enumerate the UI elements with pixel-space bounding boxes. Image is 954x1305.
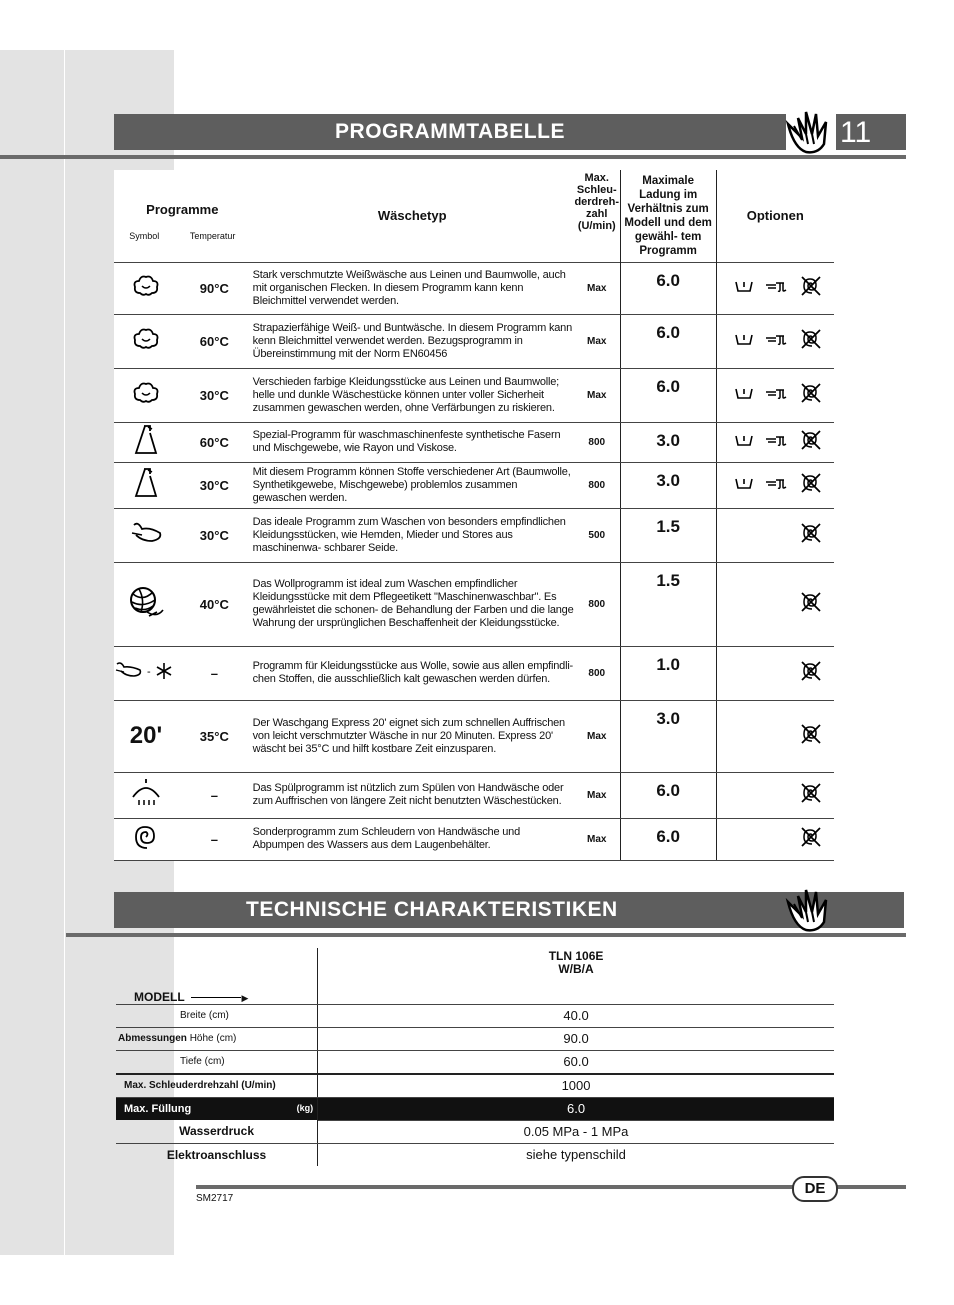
section-title-technische: TECHNISCHE CHARAKTERISTIKEN	[114, 892, 904, 928]
hand-icon	[784, 882, 834, 934]
options-cell	[716, 818, 834, 860]
spin-speed: Max	[574, 262, 620, 314]
cotton-icon	[131, 286, 161, 303]
temperature: 60°C	[178, 314, 251, 368]
no-spin-icon	[800, 328, 822, 355]
options-cell	[716, 368, 834, 422]
temperature: –	[178, 772, 251, 818]
temperature: 90°C	[178, 262, 251, 314]
no-spin-icon	[800, 275, 822, 297]
symbol-cell	[114, 422, 178, 462]
width-value: 40.0	[318, 1004, 834, 1027]
no-spin-icon	[800, 826, 822, 853]
program-row	[114, 422, 834, 462]
express-20-icon: 20'	[129, 722, 163, 749]
prewash-icon	[734, 476, 754, 495]
tech-table	[116, 948, 834, 1166]
power-value: siehe typenschild	[526, 1147, 626, 1162]
width-label: Breite (cm)	[180, 1010, 229, 1021]
options-group	[717, 275, 834, 302]
stain-icon	[764, 386, 790, 400]
program-description: Verschieden farbige Kleidungsstücke aus Leinen und Baumwolle; helle und dunkle Wäschestücke können unter voller Sicherheit zusammen gewaschen werden, ohne Verfärbungen zu riskieren.	[251, 368, 574, 422]
model-name	[318, 948, 834, 1004]
col-options: Optionen	[746, 208, 804, 224]
options-cell	[716, 462, 834, 508]
col-programme	[114, 170, 251, 262]
max-load: 1.0	[620, 646, 716, 700]
options-group	[717, 660, 834, 687]
program-description: Das Wollprogramm ist ideal zum Waschen empfindlicher Kleidungsstücke mit dem Pflegeetikett "Maschinenwaschbar". Es gewährleistet die schonen- de Behandlung der Farben und die lange Wahrung der ursprünglichen Beschaffenheit der Kleidungsstücke.	[251, 562, 574, 646]
synthetic-icon	[132, 487, 160, 504]
no-spin-icon	[800, 723, 822, 750]
options-cell	[716, 700, 834, 772]
program-row	[114, 562, 834, 646]
options-group	[717, 591, 834, 618]
no-spin-icon	[800, 429, 822, 456]
spin-speed: 500	[574, 508, 620, 562]
no-spin-icon	[800, 723, 822, 745]
program-row	[114, 462, 834, 508]
program-table	[114, 170, 834, 861]
document-code: SM2717	[196, 1193, 234, 1204]
options-cell	[716, 314, 834, 368]
program-description: Das ideale Programm zum Waschen von besonders empfindlichen Kleidungsstücken, wie Hemden, Mieder und Stores aus maschinenwa- schbarer Seide.	[251, 508, 574, 562]
program-description: Der Waschgang Express 20' eignet sich zum schnellen Auffrischen von leicht verschmutzter Wäsche in nur 20 Minuten. Express 20' wäscht bei 35°C und hilft kostbare Zeit einzusparen.	[251, 700, 574, 772]
no-spin-icon	[800, 275, 822, 302]
options-cell	[716, 262, 834, 314]
max-load: 6.0	[620, 368, 716, 422]
options-cell	[716, 508, 834, 562]
page-number: 11	[836, 114, 906, 150]
program-row	[114, 508, 834, 562]
spin-label: Max. Schleuderdrehzahl (U/min)	[116, 1074, 318, 1098]
section-title-programmtabelle: PROGRAMMTABELLE	[114, 114, 786, 150]
no-spin-icon	[800, 328, 822, 350]
stain-icon	[764, 386, 790, 405]
temperature: 30°C	[178, 508, 251, 562]
options-cell	[716, 646, 834, 700]
col-spin: Max. Schleu- derdreh- zahl (U/min)	[574, 170, 620, 262]
prewash-icon	[734, 433, 754, 452]
spin-icon	[131, 839, 161, 856]
col-symbol-label: Symbol	[129, 231, 160, 242]
symbol-cell	[114, 508, 178, 562]
fill-value: 6.0	[318, 1097, 834, 1120]
no-spin-icon	[800, 472, 822, 499]
hand-icon	[784, 104, 834, 156]
max-load: 3.0	[620, 462, 716, 508]
spin-speed: Max	[574, 314, 620, 368]
spin-value: 1000	[318, 1074, 834, 1098]
options-cell	[716, 562, 834, 646]
temperature: 30°C	[178, 462, 251, 508]
cotton-icon	[131, 393, 161, 410]
stain-icon	[764, 279, 790, 298]
pressure-label: Wasserdruck	[116, 1120, 318, 1143]
program-row	[114, 700, 834, 772]
max-load: 6.0	[620, 818, 716, 860]
symbol-cell	[114, 462, 178, 508]
no-spin-icon	[800, 591, 822, 613]
no-spin-icon	[800, 382, 822, 404]
no-spin-icon	[800, 660, 822, 687]
no-spin-icon	[800, 472, 822, 494]
options-group	[717, 782, 834, 809]
prewash-icon	[734, 279, 754, 293]
depth-label: Tiefe (cm)	[180, 1056, 225, 1067]
program-row	[114, 262, 834, 314]
no-spin-icon	[800, 782, 822, 804]
options-group	[717, 382, 834, 409]
options-group	[717, 472, 834, 499]
spin-speed: Max	[574, 772, 620, 818]
fill-unit: (kg)	[296, 1102, 314, 1113]
arrow-icon	[191, 997, 241, 998]
symbol-cell	[114, 818, 178, 860]
symbol-cell	[114, 646, 178, 700]
program-row	[114, 368, 834, 422]
cotton-icon	[131, 339, 161, 356]
options-group	[717, 328, 834, 355]
temperature: 35°C	[178, 700, 251, 772]
temperature: 40°C	[178, 562, 251, 646]
synthetic-icon	[132, 444, 160, 461]
stain-icon	[764, 476, 790, 490]
max-load: 3.0	[620, 422, 716, 462]
delicate-icon	[128, 534, 164, 551]
spin-speed: Max	[574, 368, 620, 422]
program-row	[114, 646, 834, 700]
options-group	[717, 723, 834, 750]
rinse-icon	[129, 794, 163, 811]
stain-icon	[764, 279, 790, 293]
temperature: 60°C	[178, 422, 251, 462]
prewash-icon	[734, 332, 754, 351]
dimensions-label: Abmessungen	[118, 1033, 187, 1044]
col-load: Maximale Ladung im Verhältnis zum Modell und dem gewähl- tem Programm	[620, 170, 716, 262]
stain-icon	[764, 332, 790, 351]
max-load: 6.0	[620, 772, 716, 818]
program-description: Sonderprogramm zum Schleudern von Handwäsche und Abpumpen des Wassers aus dem Laugenbehälter.	[251, 818, 574, 860]
model-label-cell: MODELL ▶	[116, 948, 318, 1004]
height-value: 90.0	[318, 1027, 834, 1050]
header-rule	[0, 155, 906, 159]
no-spin-icon	[800, 522, 822, 544]
options-group	[717, 429, 834, 456]
max-load: 6.0	[620, 314, 716, 368]
no-spin-icon	[800, 782, 822, 809]
dim-label-cell	[116, 1004, 318, 1027]
no-spin-icon	[800, 591, 822, 618]
wool-icon	[127, 609, 165, 626]
prewash-icon	[734, 279, 754, 298]
spin-speed: 800	[574, 646, 620, 700]
program-description: Programm für Kleidungsstücke aus Wolle, sowie aus allen empfindli- chen Stoffen, die ausschließlich kalt gewaschen werden dürfen.	[251, 646, 574, 700]
prewash-icon	[734, 332, 754, 346]
symbol-cell	[114, 772, 178, 818]
options-cell	[716, 772, 834, 818]
pressure-value: 0.05 MPa - 1 MPa	[318, 1120, 834, 1143]
symbol-cell	[114, 700, 178, 772]
temperature: 30°C	[178, 368, 251, 422]
cold-wash-icon	[114, 665, 178, 686]
svg-text:-: -	[147, 665, 151, 678]
dim-label-cell	[116, 1027, 318, 1050]
spin-speed: 800	[574, 422, 620, 462]
temperature: –	[178, 818, 251, 860]
no-spin-icon	[800, 522, 822, 549]
program-description: Stark verschmutzte Weißwäsche aus Leinen und Baumwolle, auch mit organischen Flecken. In diesem Programm kann kenn Bleichmittel verwendet werden.	[251, 262, 574, 314]
max-load: 1.5	[620, 508, 716, 562]
stain-icon	[764, 433, 790, 447]
sidebar-divider	[64, 50, 65, 1255]
options-group	[717, 826, 834, 853]
col-programme-label: Programme	[146, 202, 219, 218]
no-spin-icon	[800, 660, 822, 682]
options-group	[717, 522, 834, 549]
max-load: 1.5	[620, 562, 716, 646]
spin-speed: Max	[574, 700, 620, 772]
program-description: Das Spülprogramm ist nützlich zum Spülen von Handwäsche oder zum Auffrischen von längere Zeit nicht benutzten Wäschestücken.	[251, 772, 574, 818]
program-description: Strapazierfähige Weiß- und Buntwäsche. In diesem Programm kann kenn Bleichmittel verwendet werden. Bezugsprogramm in Übereinstimmung mit der Norm EN60456	[251, 314, 574, 368]
options-cell	[716, 422, 834, 462]
fill-label: Max. Füllung	[124, 1102, 192, 1115]
fill-label-cell	[116, 1097, 318, 1120]
stain-icon	[764, 433, 790, 452]
dim-label-cell	[116, 1050, 318, 1074]
spin-speed: 800	[574, 562, 620, 646]
no-spin-icon	[800, 826, 822, 848]
symbol-cell	[114, 262, 178, 314]
program-description: Mit diesem Programm können Stoffe verschiedener Art (Baumwolle, Synthetikgewebe, Mischgewebe) problemlos zusammen gewaschen werden.	[251, 462, 574, 508]
model-label: MODELL	[134, 989, 185, 1004]
col-waeschetyp: Wäschetyp	[377, 208, 447, 224]
power-label: Elektroanschluss	[116, 1143, 318, 1166]
prewash-icon	[734, 476, 754, 490]
stain-icon	[764, 332, 790, 346]
height-label: Höhe (cm)	[189, 1033, 237, 1044]
stain-icon	[764, 476, 790, 495]
symbol-cell	[114, 314, 178, 368]
no-spin-icon	[800, 429, 822, 451]
symbol-cell	[114, 562, 178, 646]
prewash-icon	[734, 433, 754, 447]
program-description: Spezial-Programm für waschmaschinenfeste synthetische Fasern und Mischgewebe, wie Rayon und Viskose.	[251, 422, 574, 462]
model-name-text: TLN 106E W/B/A	[548, 949, 604, 976]
max-load: 3.0	[620, 700, 716, 772]
no-spin-icon	[800, 382, 822, 409]
spin-speed: 800	[574, 462, 620, 508]
program-row	[114, 818, 834, 860]
prewash-icon	[734, 386, 754, 400]
col-temp-label: Temperatur	[189, 231, 236, 242]
temperature: –	[178, 646, 251, 700]
header-rule-2	[66, 933, 906, 937]
max-load: 6.0	[620, 262, 716, 314]
spin-speed: Max	[574, 818, 620, 860]
language-badge: DE	[792, 1176, 838, 1202]
depth-value: 60.0	[318, 1050, 834, 1074]
program-row	[114, 314, 834, 368]
program-row	[114, 772, 834, 818]
symbol-cell	[114, 368, 178, 422]
prewash-icon	[734, 386, 754, 405]
